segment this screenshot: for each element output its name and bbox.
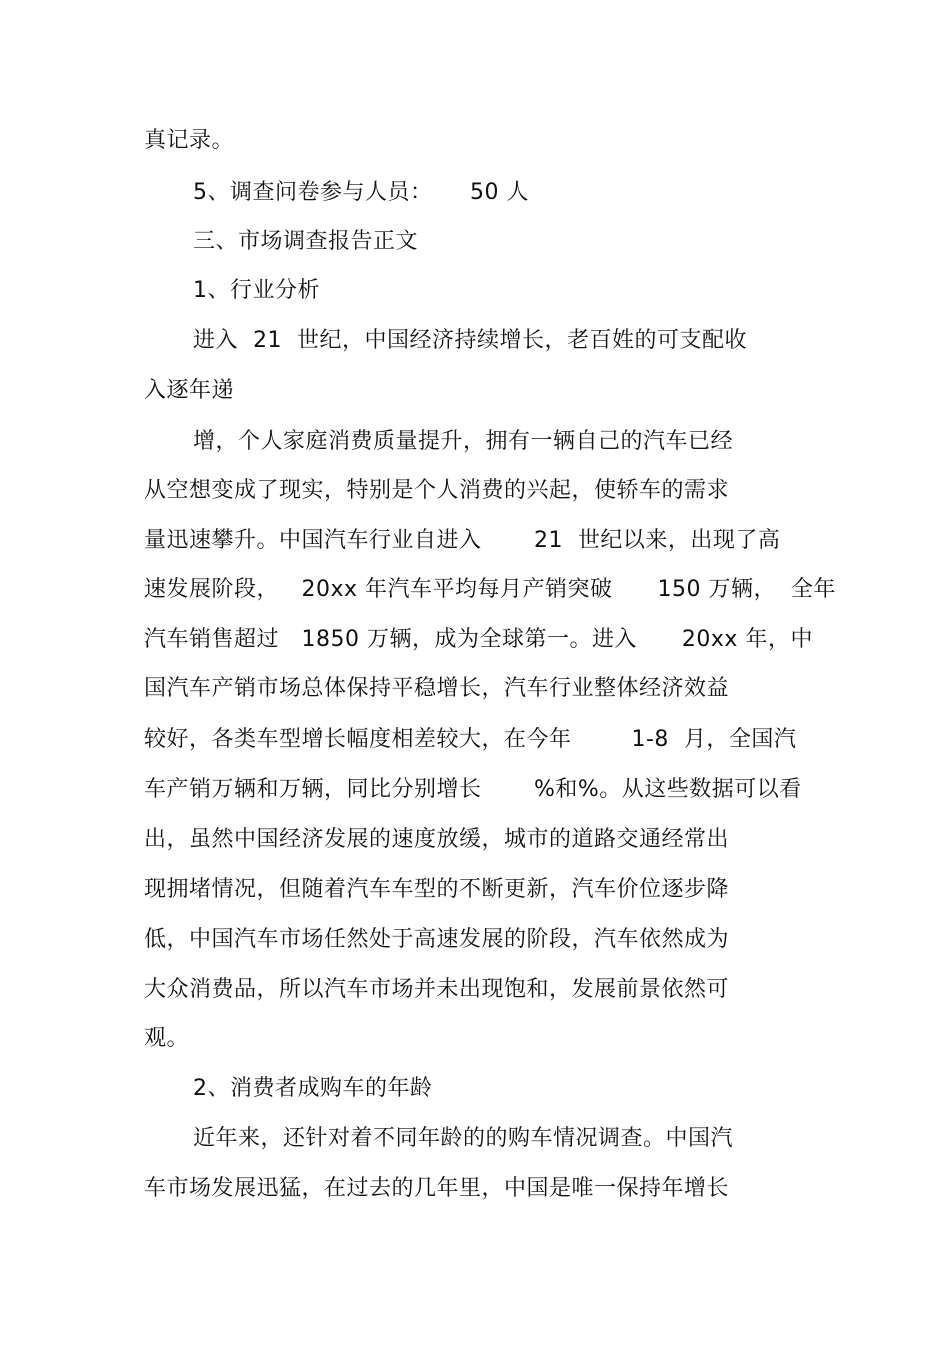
paragraph-line: 观。 xyxy=(144,1026,190,1051)
survey-participants-line: 5、调查问卷参与人员： 50 人 xyxy=(193,180,529,205)
paragraph-line: 低，中国汽车市场任然处于高速发展的阶段，汽车依然成为 xyxy=(144,927,730,952)
subsection-heading: 1、行业分析 xyxy=(193,278,320,303)
paragraph-line: 国汽车产销市场总体保持平稳增长，汽车行业整体经济效益 xyxy=(144,676,730,701)
paragraph-line: 车产销万辆和万辆，同比分别增长 %和%。从这些数据可以看 xyxy=(144,777,802,802)
paragraph-line: 进入 21 世纪，中国经济持续增长，老百姓的可支配收 xyxy=(193,328,747,353)
text-line: 真记录。 xyxy=(144,128,235,153)
paragraph-line: 车市场发展迅猛，在过去的几年里，中国是唯一保持年增长 xyxy=(144,1176,730,1201)
paragraph-line: 现拥堵情况，但随着汽车车型的不断更新，汽车价位逐步降 xyxy=(144,877,730,902)
section-heading: 三、市场调查报告正文 xyxy=(193,229,419,254)
paragraph-line: 汽车销售超过 1850 万辆，成为全球第一。进入 20xx 年，中 xyxy=(144,627,813,652)
paragraph-line: 较好，各类车型增长幅度相差较大，在今年 1-8 月，全国汽 xyxy=(144,727,797,752)
paragraph-line: 量迅速攀升。中国汽车行业自进入 21 世纪以来，出现了高 xyxy=(144,528,781,553)
paragraph-line: 近年来，还针对着不同年龄的的购车情况调查。中国汽 xyxy=(193,1126,734,1151)
subsection-heading: 2、消费者成购车的年龄 xyxy=(193,1076,433,1101)
paragraph-line: 出，虽然中国经济发展的速度放缓，城市的道路交通经常出 xyxy=(144,827,730,852)
paragraph-line: 入逐年递 xyxy=(144,378,235,403)
paragraph-line: 从空想变成了现实，特别是个人消费的兴起，使轿车的需求 xyxy=(144,478,730,503)
paragraph-line: 速发展阶段， 20xx 年汽车平均每月产销突破 150 万辆， 全年 xyxy=(144,577,836,602)
paragraph-line: 增，个人家庭消费质量提升，拥有一辆自己的汽车已经 xyxy=(193,429,734,454)
paragraph-line: 大众消费品，所以汽车市场并未出现饱和，发展前景依然可 xyxy=(144,977,730,1002)
